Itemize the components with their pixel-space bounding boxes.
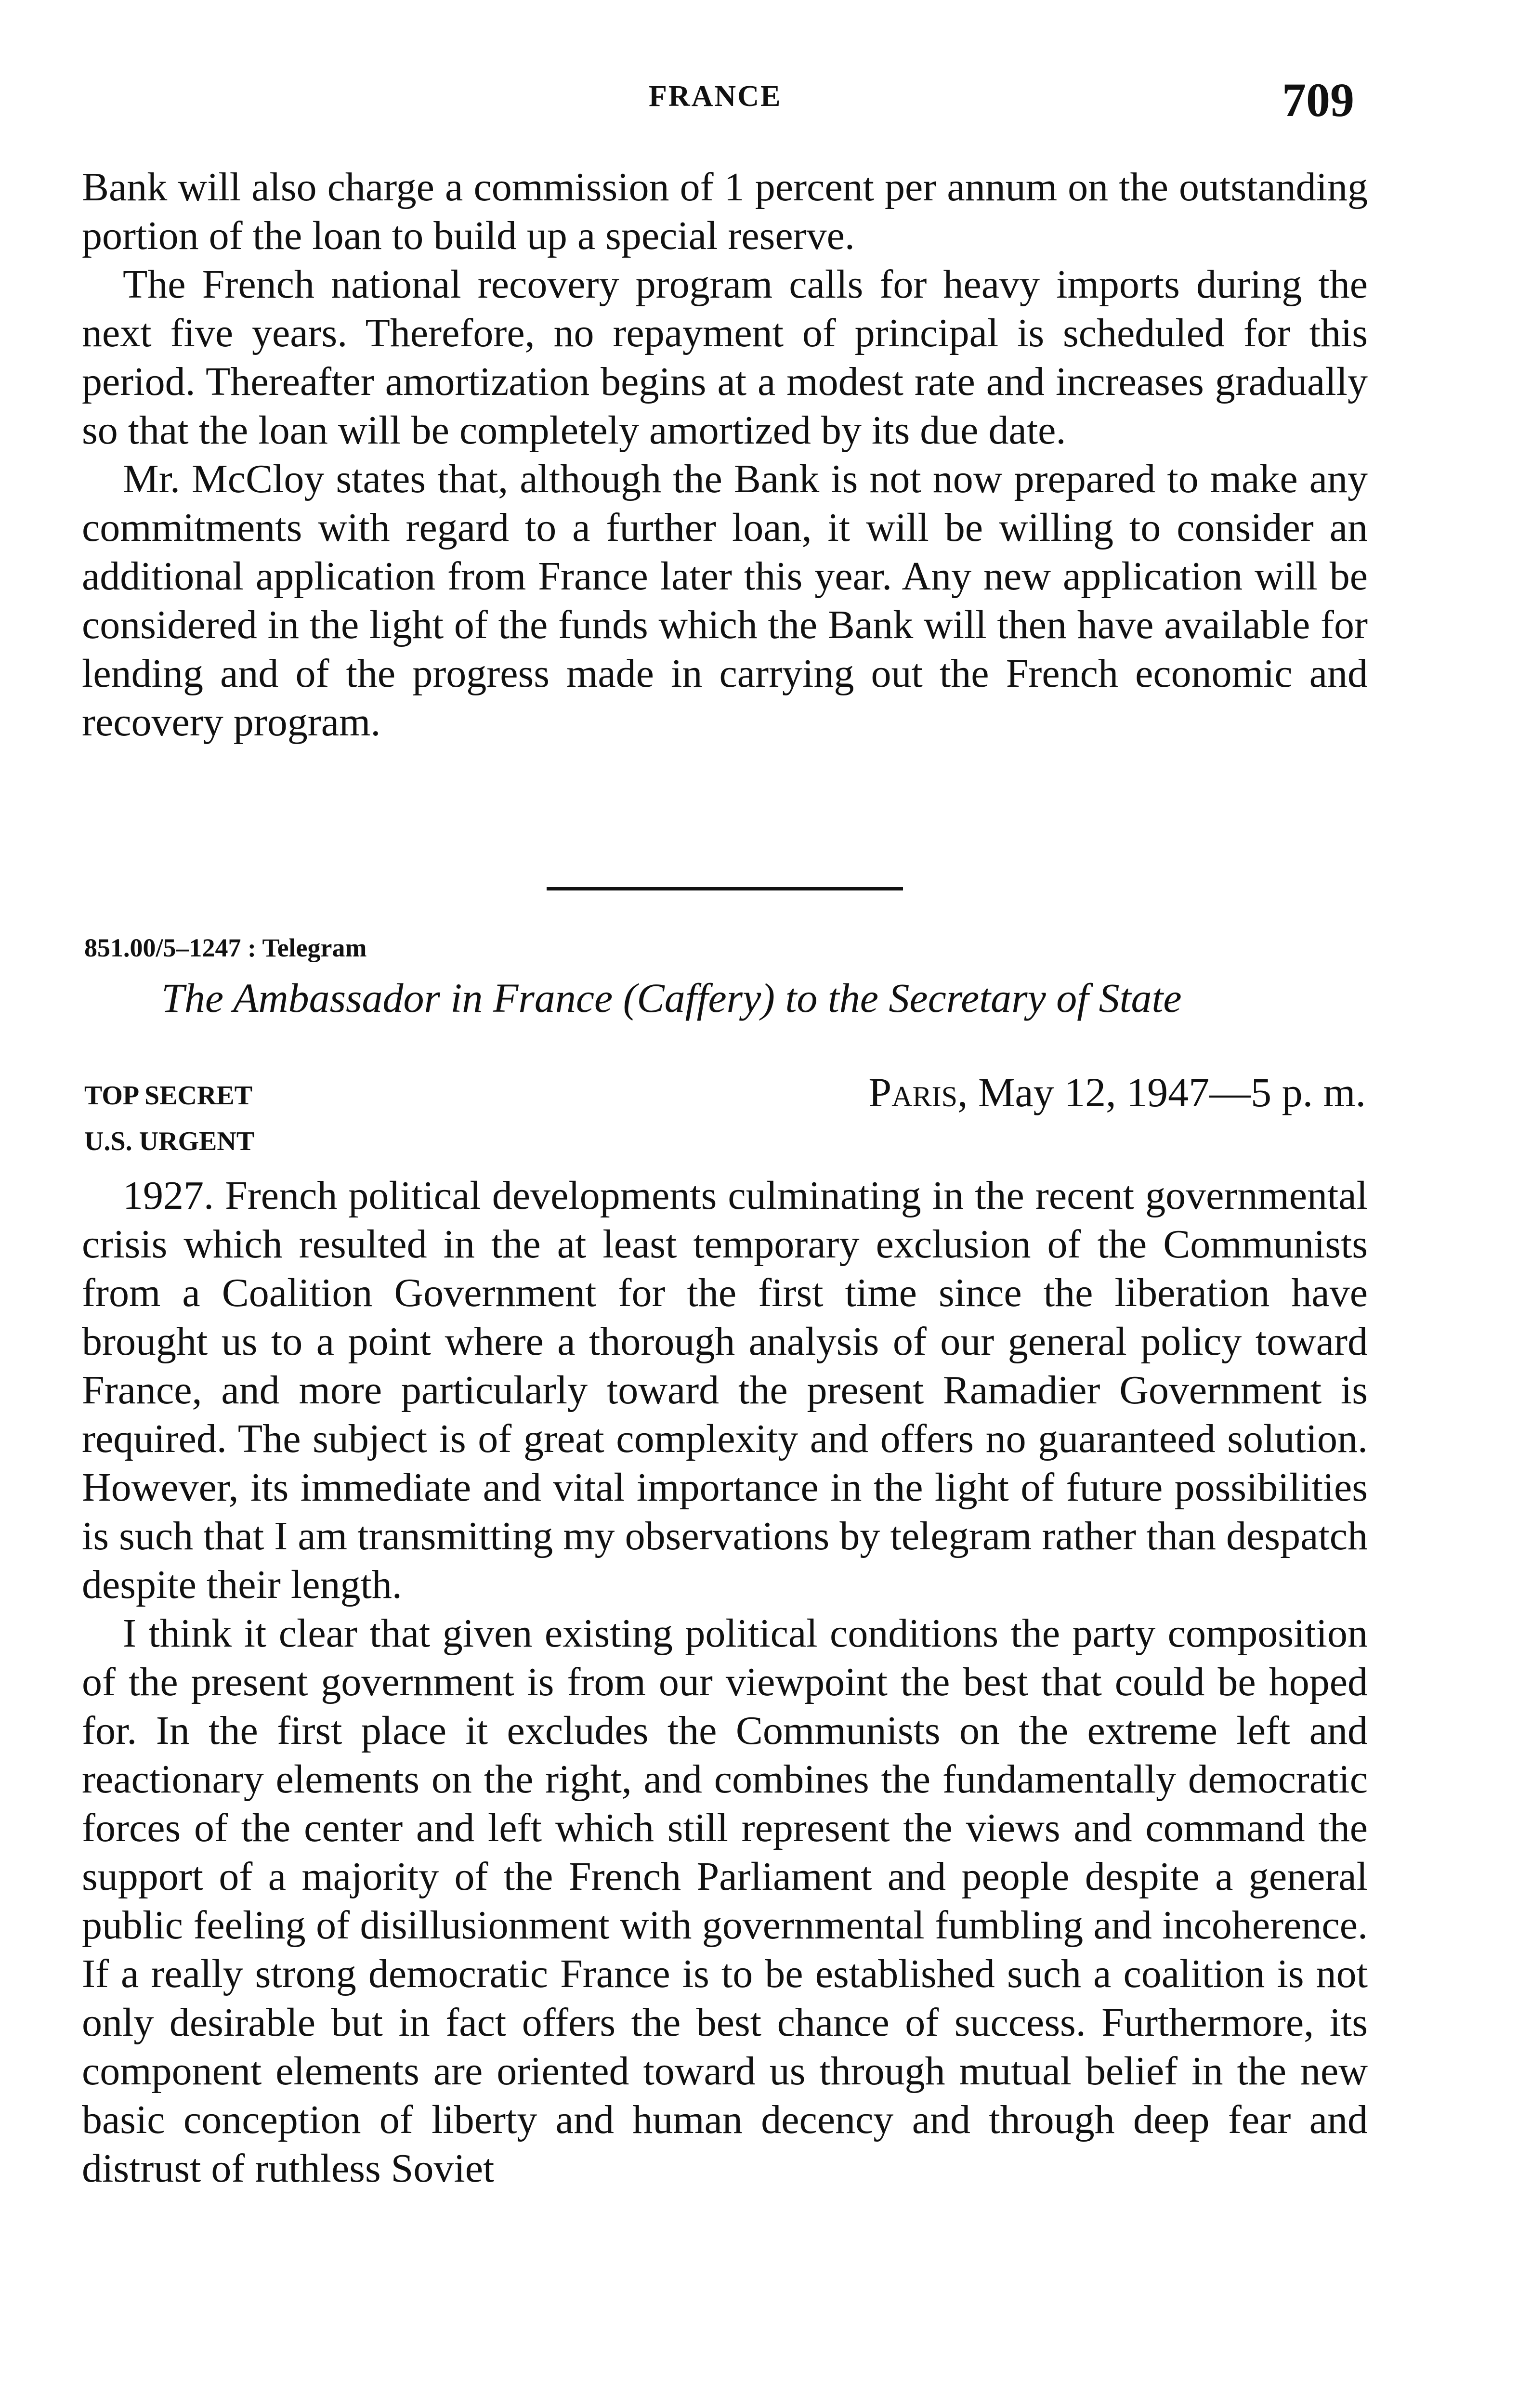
dateline-place: Paris, <box>868 1069 968 1115</box>
body-paragraph: 1927. French political developments culminating in the recent governmental crisis which resulted in the at least temporary exclusion of the Communists from a Coalition Government for the first time since the liberation have brought us to a point where a thorough analysis of our general policy toward France, and more particularly toward the present Ramadier Government is required. The subject is of great complexity and offers no guaranteed solution. However, its immediate and vital importance in the light of future possibilities is such that I am transmitting my observations by telegram rather than despatch despite their length. <box>82 1173 1368 1607</box>
dateline-time: May 12, 1947—5 p. m. <box>978 1069 1366 1115</box>
dateline <box>868 1068 1366 1116</box>
running-head: FRANCE <box>649 80 782 113</box>
classification-label: TOP SECRET <box>84 1081 253 1111</box>
handling-label: U.S. URGENT <box>84 1126 255 1156</box>
body-paragraph: Bank will also charge a commission of 1 percent per annum on the outstanding portion of the loan to build up a special reserve. <box>82 165 1368 258</box>
continuation-text <box>82 163 1368 746</box>
section-divider <box>547 887 903 890</box>
file-reference: 851.00/5–1247 : Telegram <box>84 933 367 962</box>
page-number: 709 <box>1282 73 1354 127</box>
body-paragraph: I think it clear that given existing political conditions the party composition of the present government is from our viewpoint the best that could be hoped for. In the first place it excludes the Communists on the extreme left and reactionary elements on the right, and combines the fundamentally democratic forces of the center and left which still represent the views and command the support of a majority of the French Parliament and people despite a general public feeling of disillusionment with governmental fumbling and incoherence. If a really strong democratic France is to be established such a coalition is not only desirable but in fact offers the best chance of success. Furthermore, its component elements are oriented toward us through mutual belief in the new basic conception of liberty and human decency and through deep fear and distrust of ruthless Soviet <box>82 1611 1368 2191</box>
document-heading: The Ambassador in France (Caffery) to the Secretary of State <box>161 975 1182 1021</box>
body-paragraph: Mr. McCloy states that, although the Bank is not now prepared to make any commitments with regard to a further loan, it will be willing to consider an additional application from France later this year. Any new application will be considered in the light of the funds which the Bank will then have available for lending and of the progress made in carrying out the French economic and recovery program. <box>82 457 1368 745</box>
telegram-text <box>82 1171 1368 2193</box>
body-paragraph: The French national recovery program calls for heavy imports during the next five years. Therefore, no repayment of principal is scheduled for this period. Thereafter amortization begins at a modest rate and increases gradually so that the loan will be completely amortized by its due date. <box>82 262 1368 453</box>
